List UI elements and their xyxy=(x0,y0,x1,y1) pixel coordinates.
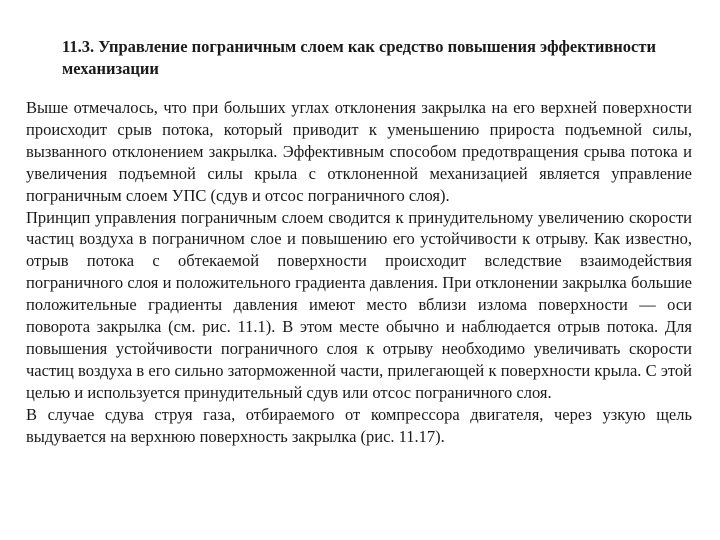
section-heading: 11.3. Управление пограничным слоем как средство повышения эффективности механизации xyxy=(62,37,656,78)
paragraph-2: Принцип управления пограничным слоем сводится к принудительному увеличению скорости частиц воздуха в пограничном слое и повышению его устойчивости к отрыву. Как известно, отрыв потока с обтекаемой поверхности происходит вследствие взаимодействия пограничного слоя и положительного градиента давления. При отклонении закрылка большие положительные градиенты давления имеют место вблизи излома поверхности — оси поворота закрылка (см. рис. 11.1). В этом месте обычно и наблюдается отрыв потока. Для повышения устойчивости пограничного слоя к отрыву необходимо увеличивать скорости частиц воздуха в его сильно заторможенной части, прилегающей к поверхности крыла. С этой целью и используется принудительный сдув или отсос пограничного слоя. xyxy=(26,207,692,402)
paragraph-3: В случае сдува струя газа, отбираемого от компрессора двигателя, через узкую щель выдувается на верхнюю поверхность закрылка (рис. 11.17). xyxy=(26,404,692,446)
body-text xyxy=(26,97,692,448)
paragraph-1: Выше отмечалось, что при больших углах отклонения закрылка на его верхней поверхности происходит срыв потока, который приводит к уменьшению прироста подъемной силы, вызванного отклонением закрылка. Эффективным способом предотвращения срыва потока и увеличения подъемной силы крыла с отклоненной механизацией является управление пограничным слоем УПС (сдув и отсос пограничного слоя). xyxy=(26,98,692,205)
